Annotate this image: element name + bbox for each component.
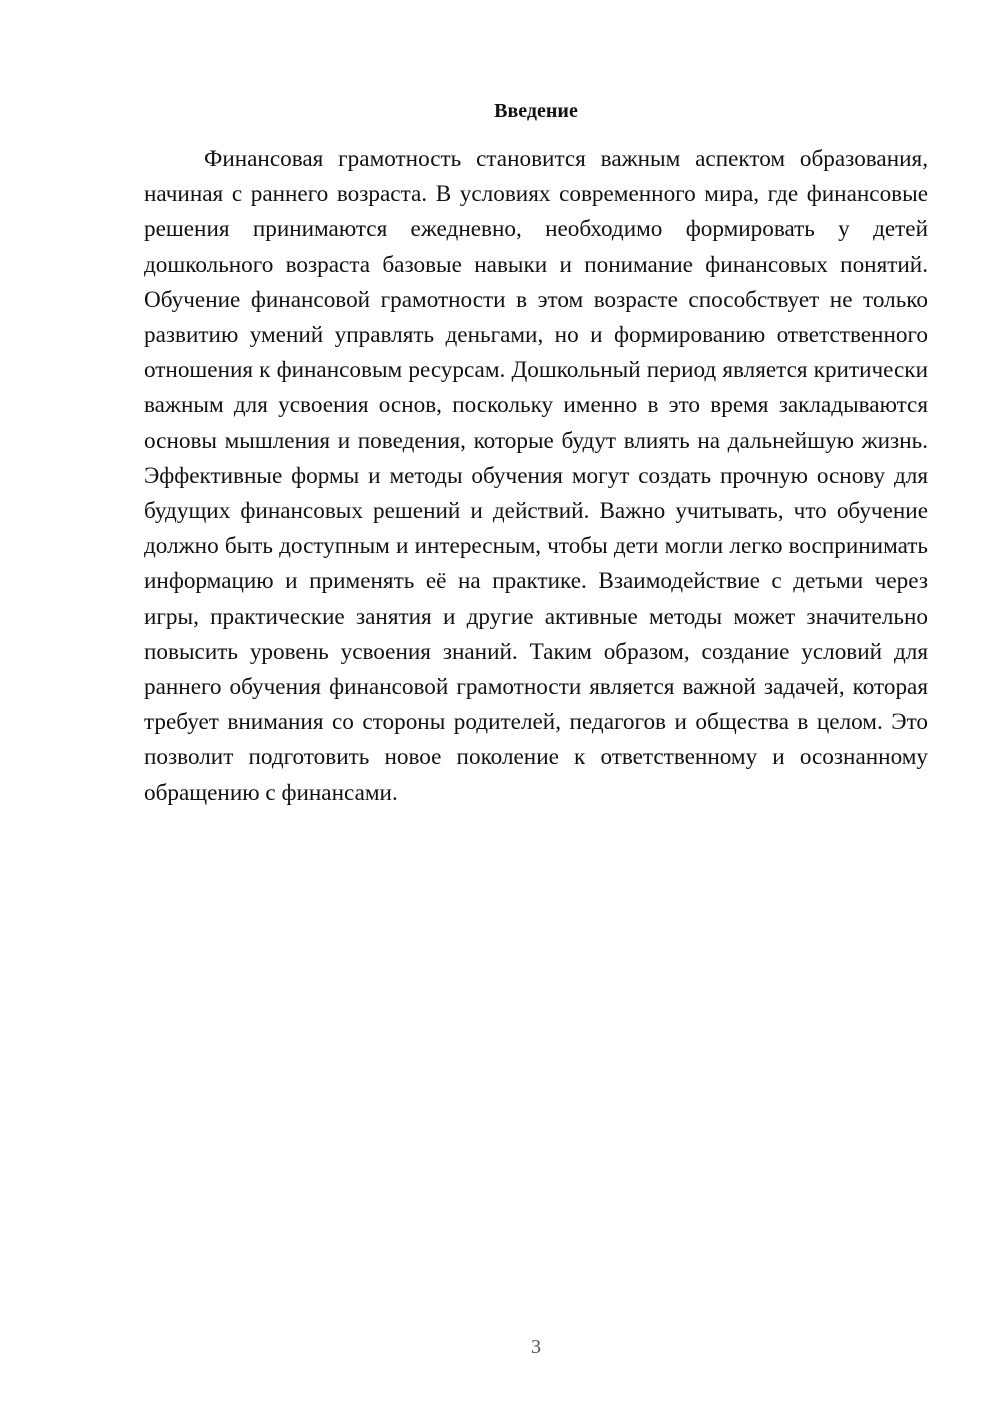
body-paragraph: Финансовая грамотность становится важным аспектом образования, начиная с раннего возраста. В условиях современного мира, где финансовые решения принимаются ежедневно, необходимо формировать у детей дошкольного возраста базовые навыки и понимание финансовых понятий. Обучение финансовой грамотности в этом возрасте способствует не только развитию умений управлять деньгами, но и формированию ответственного отношения к финансовым ресурсам. Дошкольный период является критически важным для усвоения основ, поскольку именно в это время закладываются основы мышления и поведения, которые будут влиять на дальнейшую жизнь. Эффективные формы и методы обучения могут создать прочную основу для будущих финансовых решений и действий. Важно учитывать, что обучение должно быть доступным и интересным, чтобы дети могли легко воспринимать информацию и применять её на практике. Взаимодействие с детьми через игры, практические занятия и другие активные методы может значительно повысить уровень усвоения знаний. Таким образом, создание условий для раннего обучения финансовой грамотности является важной задачей, которая требует внимания со стороны родителей, педагогов и общества в целом. Это позволит подготовить новое поколение к ответственному и осознанному обращению с финансами. bbox=[144, 146, 928, 806]
page-number: 3 bbox=[531, 1336, 541, 1358]
section-heading: Введение bbox=[494, 100, 578, 122]
